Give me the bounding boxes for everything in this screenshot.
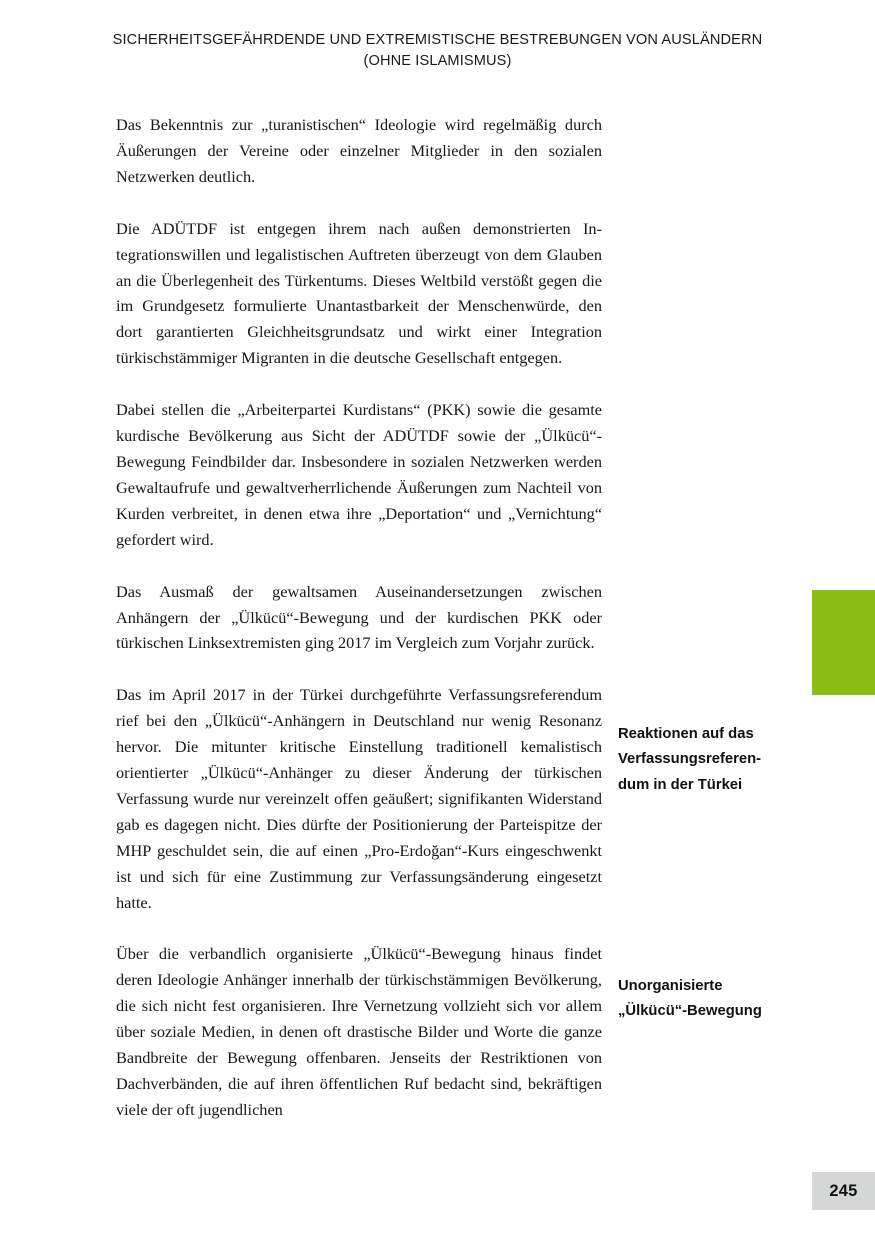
running-head-line-2: (OHNE ISLAMISMUS) [363, 53, 512, 69]
margin-note-line: Verfassungsreferen- [618, 751, 762, 768]
body-paragraph: Das Bekenntnis zur „turanistischen“ Ideologie wird regelmäßig durch Äußerungen der Vereine oder einzelner Mitglieder in den sozialen Netzwerken deutlich. [116, 115, 602, 186]
page-number: 245 [812, 1172, 875, 1210]
body-paragraph: Die ADÜTDF ist entgegen ihrem nach außen demonstrierten Integrationswillen und legalistischen Auftreten überzeugt von dem Glauben an die Überlegenheit des Türkentums. Dieses Weltbild verstößt gegen die im Grundgesetz formulierte Unantastbarkeit der Menschenwürde, den dort garantierten Gleichheitsgrundsatz und wirkt einer Integration türkischstämmiger Migranten in die deutsche Gesellschaft entgegen. [116, 218, 602, 368]
chapter-thumb-tab [812, 590, 875, 695]
body-text-column [116, 112, 602, 1123]
running-head [0, 30, 875, 72]
body-paragraph: Das im April 2017 in der Türkei durchgeführte Verfassungsreferendum rief bei den „Ülkücü“-Anhängern in Deutschland nur wenig Resonanz hervor. Die mitunter kritische Einstellung traditionell kemalistisch orientierter „Ülkücü“-Anhänger zu dieser Änderung der türkischen Verfassung wurde nur vereinzelt offen geäußert; signifikanten Widerstand gab es dagegen nicht. Dies dürfte der Positionierung der Parteispitze der MHP geschuldet sein, die auf einen „Pro-Erdoğan“-Kurs eingeschwenkt ist und sich für eine Zustimmung zur Verfassungsänderung eingesetzt hatte. [116, 685, 602, 912]
margin-note-unorganisierte [618, 974, 818, 1025]
running-head-line-1: SICHERHEITSGEFÄHRDENDE UND EXTREMISTISCHE BESTREBUNGEN VON AUSLÄNDERN [112, 32, 763, 48]
body-paragraph: Das Ausmaß der gewaltsamen Auseinandersetzungen zwischen Anhängern der „Ülkücü“-Bewegung und der kurdischen PKK oder türkischen Linksextremisten ging 2017 im Vergleich zum Vorjahr zurück. [116, 581, 602, 653]
margin-note-line: Reaktionen auf das [618, 726, 754, 742]
margin-note-line: „Ülkücü“-Bewegung [618, 1003, 762, 1020]
body-paragraph: Über die verbandlich organisierte „Ülkücü“-Bewegung hinaus findet deren Ideologie Anhänger innerhalb der türkischstämmigen Bevölkerung, die sich nicht fest organisieren. Ihre Vernetzung vollzieht sich vor allem über soziale Medien, in denen oft drastische Bilder und Worte die ganze Bandbreite der Bewegung offenbaren. Jenseits der Restriktionen von Dachverbänden, die auf ihren öffentlichen Ruf bedacht sind, bekräftigen viele der oft jugendlichen [116, 944, 602, 1119]
margin-note-line: Unorganisierte [618, 978, 723, 994]
margin-note-line: dum in der Türkei [618, 776, 743, 793]
margin-note-referendum [618, 722, 818, 798]
body-paragraph: Dabei stellen die „Arbeiterpartei Kurdistans“ (PKK) sowie die gesamte kurdische Bevölkerung aus Sicht der ADÜTDF sowie der „Ülkücü“-Bewegung Feindbilder dar. Insbesondere in sozialen Netzwerken werden Gewaltaufrufe und gewaltverherrlichende Äußerungen zum Nachteil von Kurden verbreitet, in denen etwa ihre „Deportation“ und „Vernichtung“ gefordert wird. [116, 400, 602, 549]
